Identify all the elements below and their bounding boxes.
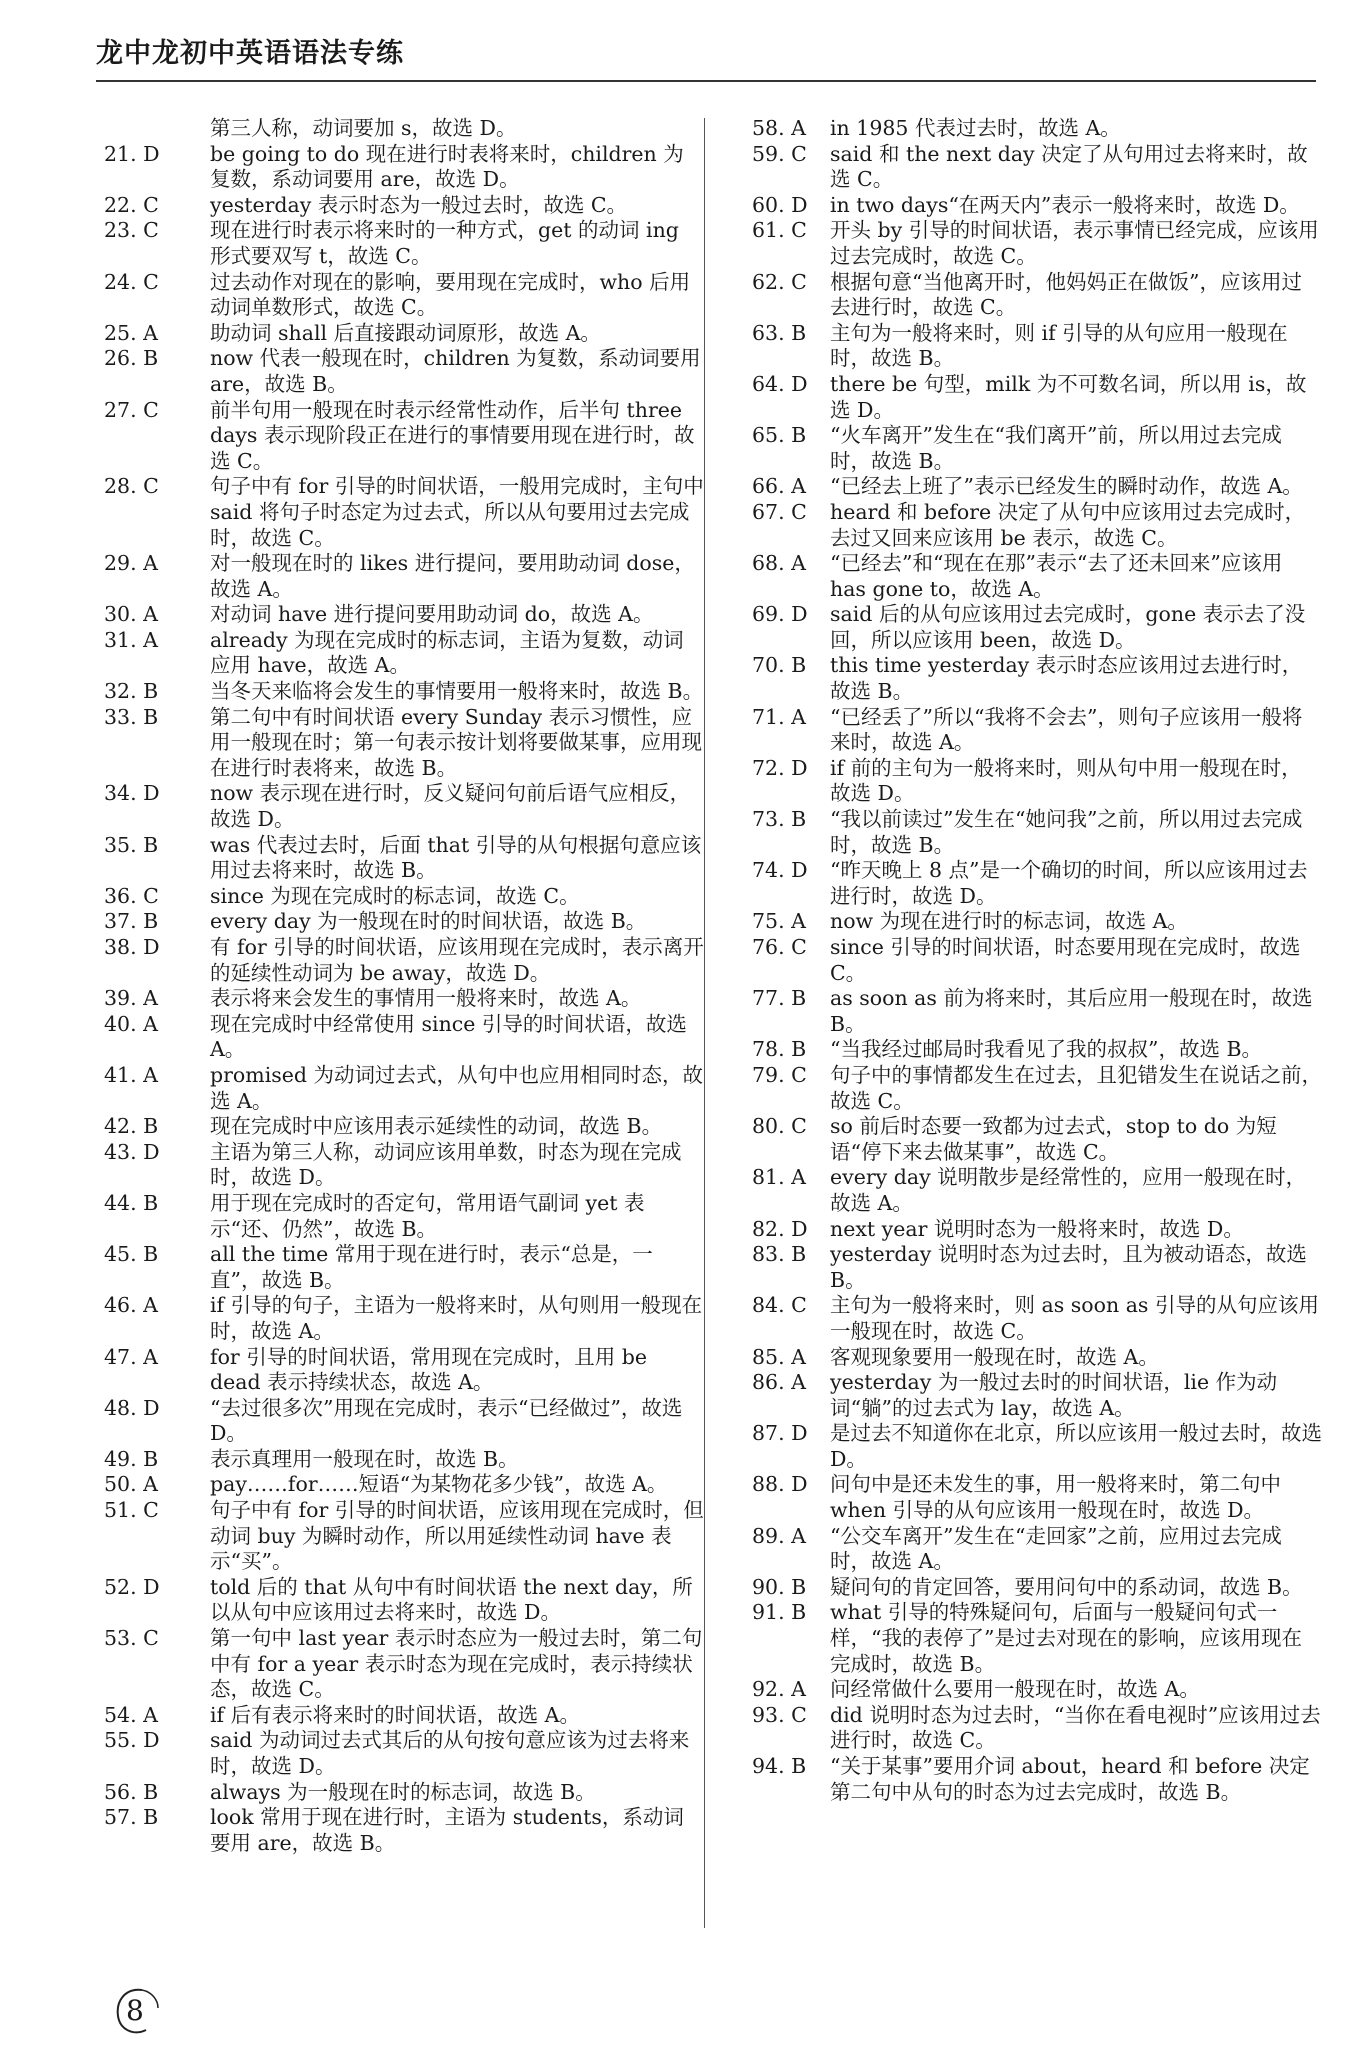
answer-number: 26. B (104, 346, 159, 371)
answer-entry (752, 1575, 1322, 1601)
answer-explanation: so 前后时态要一致都为过去式，stop to do 为短语“停下来去做某事”，故选 C。 (830, 1114, 1277, 1164)
answer-entry (752, 909, 1322, 935)
answer-entry (104, 781, 704, 832)
answer-explanation: said 和 the next day 决定了从句用过去将来时，故选 C。 (830, 141, 1308, 192)
answer-number: 86. A (752, 1370, 806, 1395)
answer-entry (752, 1037, 1322, 1063)
answer-explanation: 当冬天来临将会发生的事情要用一般将来时，故选 B。 (210, 679, 704, 704)
answer-entry (104, 116, 704, 142)
answer-number (104, 116, 210, 142)
answer-entry (104, 602, 704, 628)
answer-number: 67. C (752, 499, 807, 524)
answer-explanation: 根据句意“当他离开时，他妈妈正在做饭”，应该用过去进行时，故选 C。 (830, 269, 1302, 320)
answer-explanation: 对动词 have 进行提问要用助动词 do，故选 A。 (210, 602, 654, 627)
answer-explanation: “已经去上班了”表示已经发生的瞬时动作，故选 A。 (830, 474, 1303, 499)
answer-number: 77. B (752, 986, 807, 1011)
answer-number: 78. B (752, 1037, 807, 1062)
answer-entry (752, 807, 1322, 858)
answer-explanation: in two days“在两天内”表示一般将来时，故选 D。 (830, 192, 1300, 217)
answer-number: 89. A (752, 1523, 806, 1548)
answer-explanation: 第一句中 last year 表示时态应为一般过去时，第二句中有 for a year 表示时态为现在完成时，表示持续状态，故选 C。 (210, 1626, 703, 1702)
answer-explanation: 现在完成时中经常使用 since 引导的时间状语，故选 A。 (210, 1011, 687, 1062)
answer-explanation: if 后有表示将来时的时间状语，故选 A。 (210, 1702, 580, 1727)
answer-explanation: what 引导的特殊疑问句，后面与一般疑问句式一样，“我的表停了”是过去对现在的影响，应该用现在完成时，故选 B。 (830, 1600, 1302, 1676)
answer-entry (104, 986, 704, 1012)
answer-entry (752, 1165, 1322, 1216)
answer-number: 39. A (104, 986, 158, 1011)
answer-number: 36. C (104, 883, 159, 908)
answer-explanation: 疑问句的肯定回答，要用问句中的系动词，故选 B。 (830, 1574, 1303, 1599)
answer-number: 81. A (752, 1165, 806, 1190)
answer-entry (752, 986, 1322, 1037)
answer-explanation: 句子中有 for 引导的时间状语，一般用完成时，主句中 said 将句子时态定为过去式，所以从句要用过去完成时，故选 C。 (210, 474, 704, 550)
answer-number: 88. D (752, 1472, 808, 1497)
answer-number: 66. A (752, 474, 806, 499)
answer-entry (104, 1575, 704, 1626)
answer-entry (752, 270, 1322, 321)
answer-explanation: 表示真理用一般现在时，故选 B。 (210, 1446, 519, 1471)
answer-explanation: 主句为一般将来时，则 as soon as 引导的从句应该用一般现在时，故选 C。 (830, 1293, 1319, 1343)
answer-number: 46. A (104, 1293, 158, 1318)
answer-number: 94. B (752, 1754, 807, 1778)
answer-entry (752, 218, 1322, 269)
answer-entry (104, 270, 704, 321)
answer-explanation: 表示将来会发生的事情用一般将来时，故选 A。 (210, 986, 642, 1011)
answer-number: 69. D (752, 602, 808, 627)
answer-entry (104, 1447, 704, 1473)
answer-entry (104, 1345, 704, 1396)
answer-explanation: said 为动词过去式其后的从句按句意应该为过去将来时，故选 D。 (210, 1728, 690, 1778)
answer-explanation: “我以前读过”发生在“她问我”之前，所以用过去完成时，故选 B。 (830, 807, 1303, 857)
answer-entry (104, 1012, 704, 1063)
answer-explanation: 过去动作对现在的影响，要用现在完成时，who 后用动词单数形式，故选 C。 (210, 269, 691, 320)
column-divider (704, 118, 705, 1928)
answer-number: 27. C (104, 397, 159, 422)
answer-explanation: if 前的主句为一般将来时，则从句中用一般现在时，故选 D。 (830, 755, 1302, 806)
answer-explanation: if 引导的句子，主语为一般将来时，从句则用一般现在时，故选 A。 (210, 1293, 703, 1343)
answer-number: 23. C (104, 218, 159, 243)
answer-explanation: 对一般现在时的 likes 进行提问，要用助动词 dose，故选 A。 (210, 551, 695, 601)
answer-explanation: now 为现在进行时的标志词，故选 A。 (830, 909, 1188, 934)
answer-number: 40. A (104, 1011, 158, 1036)
answer-number: 45. B (104, 1242, 159, 1267)
answer-entry (104, 1140, 704, 1191)
answer-entry (104, 1293, 704, 1344)
answer-explanation: this time yesterday 表示时态应该用过去进行时，故选 B。 (830, 653, 1303, 704)
answer-number: 53. C (104, 1626, 159, 1651)
answer-explanation: 句子中有 for 引导的时间状语，应该用现在完成时，但动词 buy 为瞬时动作，所以用延续性动词 have 表示“买”。 (210, 1498, 704, 1574)
answer-explanation: “昨天晚上 8 点”是一个确切的时间，所以应该用过去进行时，故选 D。 (830, 858, 1308, 908)
answer-explanation: in 1985 代表过去时，故选 A。 (830, 116, 1121, 140)
answer-entry (104, 398, 704, 475)
answer-entry (752, 705, 1322, 756)
answer-explanation: 开头 by 引导的时间状语，表示事情已经完成，应该用过去完成时，故选 C。 (830, 218, 1319, 268)
answer-explanation: yesterday 为一般过去时的时间状语，lie 作为动词“躺”的过去式为 lay，故选 A。 (830, 1370, 1278, 1420)
answer-explanation: look 常用于现在进行时，主语为 students，系动词要用 are，故选 B。 (210, 1805, 684, 1855)
answer-explanation: “关于某事”要用介词 about，heard 和 before 决定第二句中从句的时态为过去完成时，故选 B。 (830, 1754, 1310, 1804)
answer-entry (752, 1472, 1322, 1523)
answer-explanation: as soon as 前为将来时，其后应用一般现在时，故选 B。 (830, 986, 1313, 1036)
answer-number: 55. D (104, 1728, 160, 1753)
answer-number: 76. C (752, 935, 807, 959)
answer-number: 57. B (104, 1805, 159, 1830)
answer-entry (104, 1728, 704, 1779)
answer-entry (104, 884, 704, 910)
answer-explanation: 助动词 shall 后直接跟动词原形，故选 A。 (210, 320, 601, 345)
answer-entry (752, 1217, 1322, 1243)
answer-explanation: 是过去不知道你在北京，所以应该用一般过去时，故选 D。 (830, 1421, 1322, 1471)
answer-explanation: 主句为一般将来时，则 if 引导的从句应用一般现在时，故选 B。 (830, 320, 1288, 371)
answer-entry (752, 372, 1322, 423)
answer-explanation: always 为一般现在时的标志词，故选 B。 (210, 1779, 596, 1804)
answer-explanation: “已经丢了”所以“我将不会去”，则句子应该用一般将来时，故选 A。 (830, 704, 1303, 755)
answer-entry (752, 116, 1322, 142)
answer-explanation: did 说明时态为过去时，“当你在看电视时”应该用过去进行时，故选 C。 (830, 1702, 1321, 1753)
answer-number: 32. B (104, 679, 159, 704)
answer-entry (752, 1703, 1322, 1754)
answer-explanation: “已经去”和“现在在那”表示“去了还未回来”应该用 has gone to，故选 A。 (830, 551, 1283, 601)
answer-explanation: 有 for 引导的时间状语，应该用现在完成时，表示离开的延续性动词为 be away，故选 D。 (210, 935, 704, 985)
answer-entry (752, 756, 1322, 807)
answer-entry (104, 1498, 704, 1575)
answer-entry (752, 858, 1322, 909)
answer-number: 70. B (752, 653, 807, 678)
answer-entry (752, 193, 1322, 219)
answer-entry (752, 1114, 1322, 1165)
answer-entry (104, 705, 704, 782)
answer-explanation: heard 和 before 决定了从句中应该用过去完成时，去过又回来应该用 be 表示，故选 C。 (830, 499, 1306, 550)
page-number: 8 (126, 1994, 144, 2027)
answer-number: 62. C (752, 269, 807, 294)
answer-number: 72. D (752, 755, 808, 780)
answer-number: 35. B (104, 832, 159, 857)
answer-entry (752, 474, 1322, 500)
answer-explanation: yesterday 表示时态为一般过去时，故选 C。 (210, 192, 628, 217)
answer-explanation: “公交车离开”发生在“走回家”之前，应用过去完成时，故选 A。 (830, 1523, 1282, 1574)
answer-entry (104, 679, 704, 705)
answer-entry (752, 142, 1322, 193)
answer-number: 82. D (752, 1216, 808, 1241)
answer-entry (104, 1780, 704, 1806)
answer-entry (752, 1242, 1322, 1293)
answer-explanation: 问句中是还未发生的事，用一般将来时，第二句中 when 引导的从句应该用一般现在时，故选 D。 (830, 1472, 1281, 1523)
answer-entry (104, 142, 704, 193)
answer-entry (104, 1063, 704, 1114)
answer-entry (752, 1293, 1322, 1344)
answer-entry (752, 1600, 1322, 1677)
book-title: 龙中龙初中英语语法专练 (96, 38, 404, 69)
answer-number: 83. B (752, 1242, 807, 1267)
answer-explanation: said 后的从句应该用过去完成时，gone 表示去了没回，所以应该用 been，故选 D。 (830, 602, 1306, 652)
answer-entry (752, 935, 1322, 986)
answer-number: 90. B (752, 1574, 807, 1599)
answer-entry (104, 474, 704, 551)
answer-explanation: now 代表一般现在时，children 为复数，系动词要用 are，故选 B。 (210, 346, 701, 396)
answer-number: 38. D (104, 935, 160, 959)
answer-explanation: 第三人称，动词要加 s，故选 D。 (210, 116, 517, 140)
answer-number: 42. B (104, 1114, 159, 1139)
answer-number: 54. A (104, 1702, 158, 1727)
answer-entry (752, 551, 1322, 602)
answer-number: 52. D (104, 1574, 160, 1599)
answer-explanation: 问经常做什么要用一般现在时，故选 A。 (830, 1677, 1200, 1702)
answer-number: 34. D (104, 781, 160, 806)
answer-entry (104, 1703, 704, 1729)
answer-entry (752, 1421, 1322, 1472)
answer-number: 28. C (104, 474, 159, 499)
answer-number: 75. A (752, 909, 806, 934)
answer-number: 43. D (104, 1139, 160, 1164)
answer-number: 74. D (752, 858, 808, 883)
answer-number: 33. B (104, 704, 159, 729)
answer-explanation: yesterday 说明时态为过去时，且为被动语态，故选 B。 (830, 1242, 1307, 1292)
answer-number: 80. C (752, 1114, 807, 1139)
page-number-badge (112, 1986, 162, 2036)
answer-number: 84. C (752, 1293, 807, 1318)
answer-explanation: was 代表过去时，后面 that 引导的从句根据句意应该用过去将来时，故选 B。 (210, 832, 702, 883)
answer-entry (104, 1242, 704, 1293)
answer-entry (104, 935, 704, 986)
answer-explanation: now 表示现在进行时，反义疑问句前后语气应相反，故选 D。 (210, 781, 691, 832)
answer-explanation: all the time 常用于现在进行时，表示“总是，一直”，故选 B。 (210, 1242, 653, 1292)
answer-explanation: 用于现在完成时的否定句，常用语气副词 yet 表示“还、仍然”，故选 B。 (210, 1190, 645, 1241)
answer-entry (104, 193, 704, 219)
answer-number: 41. A (104, 1062, 158, 1087)
answer-entry (104, 1396, 704, 1447)
answer-explanation: since 引导的时间状语，时态要用现在完成时，故选 C。 (830, 935, 1301, 985)
answer-entry (104, 346, 704, 397)
answer-explanation: “当我经过邮局时我看见了我的叔叔”，故选 B。 (830, 1037, 1263, 1062)
answer-entry (104, 218, 704, 269)
answer-number: 64. D (752, 371, 808, 396)
answer-column-left (104, 116, 704, 1856)
answer-explanation: already 为现在完成时的标志词，主语为复数，动词应用 have，故选 A。 (210, 627, 684, 678)
answer-number: 44. B (104, 1190, 159, 1215)
answer-entry (104, 551, 704, 602)
answer-number: 47. A (104, 1344, 158, 1369)
answer-number: 85. A (752, 1344, 806, 1369)
answer-number: 87. D (752, 1421, 808, 1446)
answer-number: 51. C (104, 1498, 159, 1523)
answer-number: 24. C (104, 269, 159, 294)
answer-explanation: for 引导的时间状语，常用现在完成时，且用 be dead 表示持续状态，故选 A。 (210, 1344, 648, 1395)
answer-number: 31. A (104, 627, 158, 652)
answer-explanation: be going to do 现在进行时表将来时，children 为复数，系动词要用 are，故选 D。 (210, 141, 684, 192)
answer-entry (752, 321, 1322, 372)
answer-entry (752, 602, 1322, 653)
answer-entry (104, 1472, 704, 1498)
answer-explanation: 前半句用一般现在时表示经常性动作，后半句 three days 表示现阶段正在进行的事情要用现在进行时，故选 C。 (210, 397, 695, 473)
answer-entry (104, 1626, 704, 1703)
answer-number: 37. B (104, 909, 159, 934)
answer-entry (104, 628, 704, 679)
answer-number: 30. A (104, 602, 158, 627)
answer-explanation: “火车离开”发生在“我们离开”前，所以用过去完成时，故选 B。 (830, 423, 1282, 473)
answer-number: 65. B (752, 423, 807, 448)
answer-number: 59. C (752, 141, 807, 166)
answer-explanation: since 为现在完成时的标志词，故选 C。 (210, 883, 580, 908)
answer-explanation: 现在进行时表示将来时的一种方式，get 的动词 ing 形式要双写 t，故选 C。 (210, 218, 679, 268)
answer-number: 63. B (752, 320, 807, 345)
answer-entry (752, 1063, 1322, 1114)
answer-entry (752, 423, 1322, 474)
answer-number: 29. A (104, 551, 158, 576)
answer-number: 92. A (752, 1677, 806, 1702)
answer-explanation: told 后的 that 从句中有时间状语 the next day，所以从句中应该用过去将来时，故选 D。 (210, 1574, 693, 1625)
answer-entry (752, 1677, 1322, 1703)
answer-entry (752, 1754, 1322, 1805)
answer-number: 60. D (752, 192, 808, 217)
answer-number: 68. A (752, 551, 806, 576)
answer-number: 58. A (752, 116, 806, 140)
answer-column-right (752, 116, 1322, 1805)
answer-number: 93. C (752, 1702, 807, 1727)
answer-explanation: next year 说明时态为一般将来时，故选 D。 (830, 1216, 1244, 1241)
answer-entry (104, 1191, 704, 1242)
answer-explanation: “去过很多次”用现在完成时，表示“已经做过”，故选 D。 (210, 1395, 683, 1446)
answer-number: 91. B (752, 1600, 807, 1625)
answer-explanation: promised 为动词过去式，从句中也应用相同时态，故选 A。 (210, 1062, 704, 1113)
answer-entry (752, 1524, 1322, 1575)
answer-number: 71. A (752, 704, 806, 729)
answer-number: 21. D (104, 141, 160, 166)
answer-explanation: 现在完成时中应该用表示延续性的动词，故选 B。 (210, 1114, 663, 1139)
answer-entry (752, 500, 1322, 551)
answer-number: 79. C (752, 1062, 807, 1087)
answer-explanation: every day 为一般现在时的时间状语，故选 B。 (210, 909, 647, 934)
answer-entry (104, 833, 704, 884)
answer-number: 50. A (104, 1472, 158, 1497)
answer-number: 22. C (104, 192, 159, 217)
answer-number: 73. B (752, 807, 807, 832)
answer-entry (104, 1114, 704, 1140)
answer-entry (104, 1805, 704, 1856)
answer-explanation: every day 说明散步是经常性的，应用一般现在时，故选 A。 (830, 1165, 1307, 1215)
answer-entry (752, 1370, 1322, 1421)
answer-explanation: 客观现象要用一般现在时，故选 A。 (830, 1344, 1159, 1369)
answer-number: 56. B (104, 1779, 159, 1804)
answer-number: 49. B (104, 1446, 159, 1471)
page-header (96, 34, 1316, 82)
answer-explanation: pay……for……短语“为某物花多少钱”，故选 A。 (210, 1472, 668, 1497)
answer-number: 61. C (752, 218, 807, 243)
answer-entry (752, 653, 1322, 704)
answer-number: 25. A (104, 320, 158, 345)
answer-entry (104, 321, 704, 347)
answer-explanation: 句子中的事情都发生在过去，且犯错发生在说话之前，故选 C。 (830, 1062, 1322, 1113)
answer-entry (752, 1345, 1322, 1371)
answer-explanation: there be 句型，milk 为不可数名词，所以用 is，故选 D。 (830, 371, 1307, 422)
answer-entry (104, 909, 704, 935)
answer-number: 48. D (104, 1395, 160, 1420)
answer-explanation: 第二句中有时间状语 every Sunday 表示习惯性，应用一般现在时；第一句表示按计划将要做某事，应用现在进行时表将来，故选 B。 (210, 704, 702, 780)
answer-explanation: 主语为第三人称，动词应该用单数，时态为现在完成时，故选 D。 (210, 1139, 682, 1190)
